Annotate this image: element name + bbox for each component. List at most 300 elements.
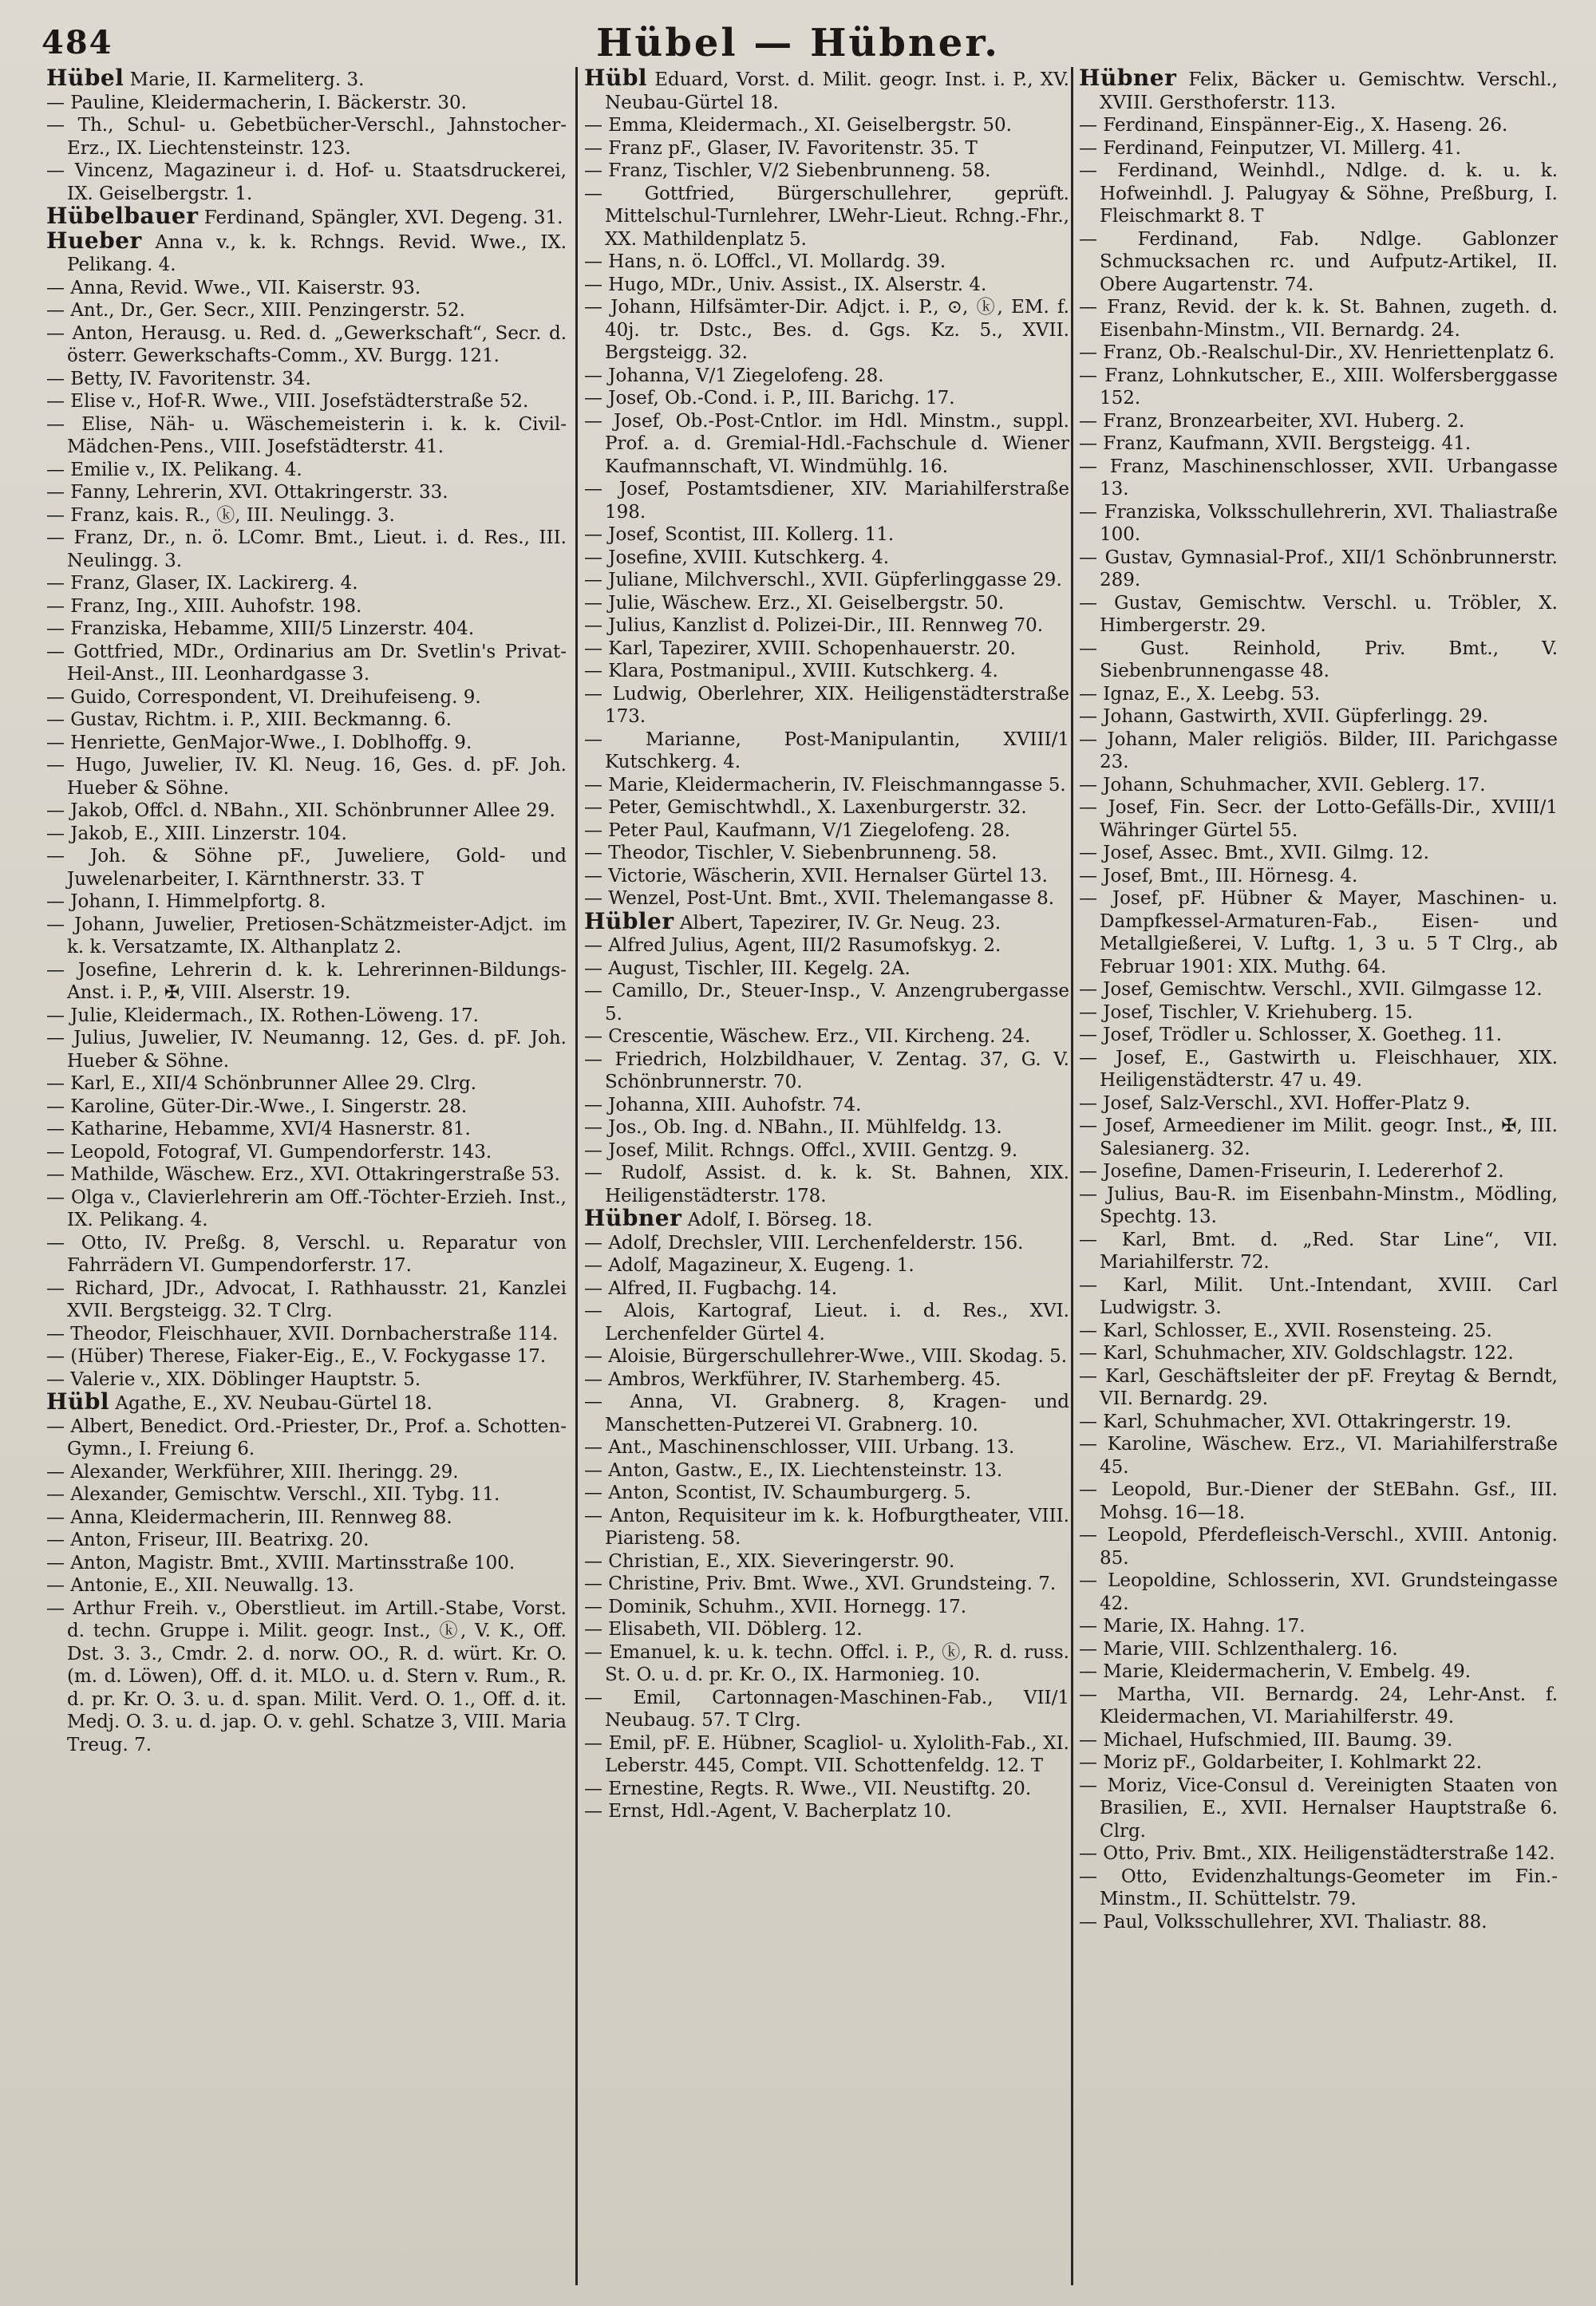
entry-text: — (Hüber) Therese, Fiaker-Eig., E., V. Fockygasse 17. — [46, 1346, 547, 1367]
entry-text: — Christian, E., XIX. Sieveringerstr. 90. — [584, 1550, 955, 1572]
entry-text: — Johanna, V/1 Ziegelofeng. 28. — [584, 365, 884, 386]
entry-text: Felix, Bäcker u. Gemischtw. Verschl., XVIII. Gersthoferstr. 113. — [1100, 69, 1558, 113]
directory-entry — [584, 569, 1069, 592]
entry-text: — Jos., Ob. Ing. d. NBahn., II. Mühlfeldg. 13. — [584, 1117, 1002, 1138]
directory-entry — [584, 796, 1069, 819]
directory-entry — [584, 183, 1069, 251]
directory-entry — [584, 842, 1069, 865]
directory-entry — [584, 296, 1069, 365]
entry-text: — Karl, Milit. Unt.-Intendant, XVIII. Carl Ludwigstr. 3. — [1079, 1274, 1558, 1318]
directory-entry — [1079, 592, 1558, 638]
entry-text: — Gustav, Gemischtw. Verschl. u. Tröbler, X. Himbergerstr. 29. — [1079, 592, 1558, 636]
entry-text: — Josef, Ob.-Cond. i. P., III. Barichg. 17. — [584, 388, 955, 409]
directory-entry — [584, 774, 1069, 797]
entry-surname: Hueber — [46, 227, 142, 254]
entry-surname: Hübler — [584, 907, 674, 934]
entry-text: — Karl, Schuhmacher, XIV. Goldschlagstr. 122. — [1079, 1343, 1514, 1364]
directory-entry — [1079, 67, 1558, 114]
entry-text: — Ant., Dr., Ger. Secr., XIII. Penzingerstr. 52. — [46, 300, 465, 321]
entry-text: — Franz, Bronzearbeiter, XVI. Huberg. 2. — [1079, 410, 1465, 432]
entry-text: — Wenzel, Post-Unt. Bmt., XVII. Thelemangasse 8. — [584, 888, 1055, 909]
column-2 — [584, 67, 1069, 2293]
directory-entry — [1079, 887, 1558, 978]
directory-entry — [46, 277, 567, 300]
entry-text: — Ferdinand, Weinhdl., Ndlge. d. k. u. k. Hofweinhdl. J. Palugyay & Söhne, Preßburg, I. Fleischmarkt 8. T — [1079, 160, 1558, 227]
directory-entry — [584, 1732, 1069, 1778]
entry-text: — Otto, IV. Preßg. 8, Verschl. u. Reparatur von Fahrrädern VI. Gumpendorferstr. 17. — [46, 1232, 567, 1276]
entry-text: — Jakob, Offcl. d. NBahn., XII. Schönbrunner Allee 29. — [46, 800, 555, 821]
directory-entry — [1079, 501, 1558, 547]
entry-text: — Johann, Schuhmacher, XVII. Geblerg. 17. — [1079, 774, 1486, 796]
entry-text: Eduard, Vorst. d. Milit. geogr. Inst. i. P., XV. Neubau-Gürtel 18. — [605, 69, 1069, 113]
entry-text: — Guido, Correspondent, VI. Dreihufeiseng. 9. — [46, 686, 481, 708]
directory-entry — [46, 890, 567, 914]
directory-entry — [1079, 1775, 1558, 1843]
entry-text: — Josef, Trödler u. Schlosser, X. Goetheg. 11. — [1079, 1025, 1503, 1045]
entry-text: — Johann, I. Himmelpfortg. 8. — [46, 891, 326, 912]
entry-text: — August, Tischler, III. Kegelg. 2A. — [584, 958, 911, 979]
directory-entry — [1079, 1479, 1558, 1524]
entry-text: — Josef, Assec. Bmt., XVII. Gilmg. 12. — [1079, 843, 1429, 863]
entry-text: — Anton, Herausg. u. Red. d. „Gewerkschaft“, Secr. d. österr. Gewerkschafts-Comm., XV. Burgg. 121. — [46, 322, 567, 366]
directory-entry — [1079, 1615, 1558, 1638]
entry-text: — Henriette, GenMajor-Wwe., I. Doblhoffg. 9. — [46, 732, 472, 753]
directory-entry — [1079, 842, 1558, 865]
directory-entry — [584, 865, 1069, 888]
entry-text: — Marie, Kleidermacherin, V. Embelg. 49. — [1079, 1661, 1472, 1682]
directory-entry — [584, 1116, 1069, 1139]
entry-text: — Peter, Gemischtwhdl., X. Laxenburgerstr. 32. — [584, 797, 1027, 818]
entry-text: — Franziska, Hebamme, XIII/5 Linzerstr. 404. — [46, 618, 475, 639]
entry-text: — Marie, Kleidermacherin, IV. Fleischmanngasse 5. — [584, 774, 1066, 796]
directory-entry — [46, 481, 567, 504]
directory-entry — [46, 1368, 567, 1392]
directory-entry — [1079, 1047, 1558, 1092]
directory-entry — [46, 1027, 567, 1072]
entry-text: — Gottfried, Bürgerschullehrer, geprüft. Mittelschul-Turnlehrer, LWehr-Lieut. Rchng.-Fhr., XX. Mathildenplatz 5. — [584, 183, 1069, 250]
directory-entry — [1079, 1842, 1558, 1866]
directory-entry — [46, 322, 567, 368]
directory-entry — [46, 1277, 567, 1323]
entry-text: — Arthur Freih. v., Oberstlieut. im Artill.-Stabe, Vorst. d. techn. Gruppe i. Milit. geogr. Inst., ⓚ, V. K., Off. Dst. 3. 3., Cmdr. 2. d. norw. OO., R. d. würt. Kr. O. (m. d. Löwen), Off. d. it. MLO. u. d. Stern v. Rum., R. d. pr. Kr. O. 3. u. d. span. Milit. Verd. O. 1., Off. d. it. Medj. O. 3. u. d. jap. O. v. gehl. Schatze 3, VIII. Maria Treug. 7. — [46, 1597, 567, 1755]
entry-text: — Mathilde, Wäschew. Erz., XVI. Ottakringerstraße 53. — [46, 1164, 560, 1185]
entry-text: — Moriz pF., Goldarbeiter, I. Kohlmarkt 22. — [1079, 1752, 1483, 1773]
entry-text: — Leopold, Fotograf, VI. Gumpendorferstr. 143. — [46, 1141, 492, 1163]
directory-entry — [584, 1482, 1069, 1505]
directory-entry — [584, 907, 1069, 935]
entry-text: — Franz, Lohnkutscher, E., XIII. Wolfersberggasse 152. — [1079, 365, 1558, 409]
entry-text: — Moriz, Vice-Consul d. Vereinigten Staaten von Brasilien, E., XVII. Hernalser Hauptstraße 6. Clrg. — [1079, 1775, 1558, 1842]
directory-entry — [584, 1094, 1069, 1117]
entry-text: Albert, Tapezirer, IV. Gr. Neug. 23. — [674, 912, 1001, 934]
directory-entry — [584, 1505, 1069, 1550]
directory-entry — [584, 819, 1069, 843]
entry-text: — Emma, Kleidermach., XI. Geiselbergstr. 50. — [584, 115, 1012, 136]
entry-text: — Elise v., Hof-R. Wwe., VIII. Josefstädterstraße 52. — [46, 391, 529, 412]
directory-entry — [1079, 1866, 1558, 1911]
entry-text: — Julius, Juwelier, IV. Neumanng. 12, Ges. d. pF. Joh. Hueber & Söhne. — [46, 1028, 567, 1072]
directory-entry — [46, 227, 567, 277]
entry-text: — Julie, Kleidermach., IX. Rothen-Löweng. 17. — [46, 1005, 479, 1026]
entry-text: — Franz, Revid. der k. k. St. Bahnen, zugeth. d. Eisenbahn-Minstm., VII. Bernardg. 24. — [1079, 297, 1558, 341]
entry-text: — Albert, Benedict. Ord.-Priester, Dr., Prof. a. Schotten-Gymn., I. Freiung 6. — [46, 1416, 567, 1459]
entry-text: — Rudolf, Assist. d. k. k. St. Bahnen, XIX. Heiligenstädterstr. 178. — [584, 1163, 1069, 1206]
entry-text: — Gottfried, MDr., Ordinarius am Dr. Svetlin's Privat-Heil-Anst., III. Leonhardgasse 3. — [46, 641, 567, 685]
entry-text: — Joh. & Söhne pF., Juweliere, Gold- und Juwelenarbeiter, I. Kärnthnerstr. 33. T — [46, 846, 567, 890]
entry-text: — Karoline, Güter-Dir.-Wwe., I. Singerstr. 28. — [46, 1096, 468, 1117]
entry-text: — Franz, Maschinenschlosser, XVII. Urbangasse 13. — [1079, 456, 1558, 500]
entry-text: — Julius, Kanzlist d. Polizei-Dir., III. Rennweg 70. — [584, 615, 1044, 636]
directory-entry — [46, 572, 567, 595]
entry-text: — Josef, Postamtsdiener, XIV. Mariahilferstraße 198. — [584, 479, 1069, 523]
entry-text: — Franz, Ing., XIII. Auhofstr. 198. — [46, 595, 362, 617]
entry-text: — Christine, Priv. Bmt. Wwe., XVI. Grundsteing. 7. — [584, 1574, 1057, 1594]
directory-entry — [584, 683, 1069, 729]
entry-text: — Pauline, Kleidermacherin, I. Bäckerstr. 30. — [46, 92, 467, 113]
entry-text: — Leopold, Pferdefleisch-Verschl., XVIII. Antonig. 85. — [1079, 1525, 1558, 1569]
directory-entry — [46, 914, 567, 959]
directory-entry — [46, 1506, 567, 1530]
entry-text: — Julie, Wäschew. Erz., XI. Geiselbergstr. 50. — [584, 592, 1005, 614]
entry-text: — Johann, Hilfsämter-Dir. Adjct. i. P., ⊙, ⓚ, EM. f. 40j. tr. Dstc., Bes. d. Ggs. Kz. 5., XVII. Bergsteigg. 32. — [584, 297, 1069, 363]
directory-entry — [46, 205, 567, 230]
directory-entry — [1079, 296, 1558, 342]
entry-text: — Josef, pF. Hübner & Mayer, Maschinen- u. Dampfkessel-Armaturen-Fab., Eisen- und Metallgießerei, V. Luftg. 1, 3 u. 5 T Clrg., ab Februar 1901: XIX. Muthg. 64. — [1079, 888, 1558, 977]
entry-text: — Anton, Requisiteur im k. k. Hofburgtheater, VIII. Piaristeng. 58. — [584, 1505, 1069, 1549]
directory-entry — [584, 1277, 1069, 1301]
directory-entry — [584, 1139, 1069, 1163]
entry-text: — Antonie, E., XII. Neuwallg. 13. — [46, 1575, 354, 1596]
directory-entry — [1079, 456, 1558, 501]
directory-entry — [46, 1388, 567, 1416]
entry-text: — Johann, Maler religiös. Bilder, III. Parichgasse 23. — [1079, 729, 1558, 772]
entry-text: — Otto, Priv. Bmt., XIX. Heiligenstädterstraße 142. — [1079, 1843, 1555, 1864]
entry-text: — Alfred, II. Fugbachg. 14. — [584, 1277, 838, 1299]
entry-text: — Emil, Cartonnagen-Maschinen-Fab., VII/1 Neubaug. 57. T Clrg. — [584, 1687, 1069, 1731]
entry-text: — Ferdinand, Fab. Ndlge. Gablonzer Schmucksachen rc. und Aufputz-Artikel, II. Obere Augartenstr. 74. — [1079, 228, 1558, 295]
directory-entry — [1079, 1660, 1558, 1684]
entry-text: — Franz, Glaser, IX. Lackirerg. 4. — [46, 573, 358, 594]
entry-text: — Karl, Schuhmacher, XVI. Ottakringerstr. 19. — [1079, 1411, 1512, 1432]
entry-text: — Josef, Fin. Secr. der Lotto-Gefälls-Dir., XVIII/1 Währinger Gürtel 55. — [1079, 797, 1558, 841]
directory-entry — [584, 1162, 1069, 1207]
entry-text: — Ant., Maschinenschlosser, VIII. Urbang. 13. — [584, 1437, 1015, 1458]
directory-entry — [46, 1529, 567, 1552]
entry-text: Agathe, E., XV. Neubau-Gürtel 18. — [109, 1393, 433, 1414]
directory-entry — [46, 1096, 567, 1119]
directory-entry — [1079, 432, 1558, 456]
entry-text: — Anna, Revid. Wwe., VII. Kaiserstr. 93. — [46, 277, 421, 298]
directory-entry — [46, 1118, 567, 1141]
directory-entry — [584, 1368, 1069, 1392]
entry-text: — Anna, Kleidermacherin, III. Rennweg 88. — [46, 1506, 452, 1528]
entry-text: — Anton, Friseur, III. Beatrixg. 20. — [46, 1530, 369, 1550]
entry-text: — Emil, pF. E. Hübner, Scagliol- u. Xylolith-Fab., XI. Leberstr. 445, Compt. VII. Schottenfeldg. 12. T — [584, 1732, 1069, 1776]
directory-entry — [46, 299, 567, 322]
directory-entry — [1079, 1160, 1558, 1183]
column-1 — [46, 67, 567, 2293]
entry-text: — Johann, Gastwirth, XVII. Güpferlingg. 29. — [1079, 706, 1488, 727]
entry-text: — Hugo, MDr., Univ. Assist., IX. Alserstr. 4. — [584, 274, 987, 295]
entry-text: — Josef, Ob.-Post-Cntlor. im Hdl. Minstm., suppl. Prof. a. d. Gremial-Hdl.-Fachschule d. Wiener Kaufmannschaft, VI. Windmühlg. 16. — [584, 410, 1069, 477]
directory-entry — [1079, 978, 1558, 1001]
directory-entry — [1079, 638, 1558, 683]
directory-entry — [46, 1005, 567, 1028]
entry-text: — Ferdinand, Einspänner-Eig., X. Haseng. 26. — [1079, 115, 1508, 136]
directory-entry — [1079, 228, 1558, 297]
entry-text: — Hugo, Juwelier, IV. Kl. Neug. 16, Ges. d. pF. Joh. Hueber & Söhne. — [46, 755, 567, 799]
directory-entry — [1079, 1229, 1558, 1274]
directory-entry — [584, 251, 1069, 274]
directory-entry — [1079, 114, 1558, 137]
directory-entry — [584, 1048, 1069, 1094]
entry-text: Anna v., k. k. Rchngs. Revid. Wwe., IX. Pelikang. 4. — [67, 231, 567, 275]
entry-text: Ferdinand, Spängler, XVI. Degeng. 31. — [198, 207, 563, 228]
directory-entry — [1079, 1320, 1558, 1343]
directory-entry — [46, 1345, 567, 1368]
directory-entry — [584, 980, 1069, 1025]
entry-text: — Hans, n. ö. LOffcl., VI. Mollardg. 39. — [584, 251, 946, 272]
entry-text: — Josef, Salz-Verschl., XVI. Hoffer-Platz 9. — [1079, 1092, 1471, 1114]
directory-entry — [1079, 1342, 1558, 1365]
directory-entry — [584, 1254, 1069, 1277]
entry-text: — Gustav, Gymnasial-Prof., XII/1 Schönbrunnerstr. 289. — [1079, 547, 1558, 590]
directory-entry — [584, 1641, 1069, 1687]
directory-entry — [1079, 1729, 1558, 1752]
directory-entry — [46, 1574, 567, 1597]
directory-entry — [46, 504, 567, 527]
directory-entry — [46, 527, 567, 572]
entry-text: — Josefine, Lehrerin d. k. k. Lehrerinnen-Bildungs-Anst. i. P., ✠, VIII. Alserstr. 19. — [46, 959, 567, 1003]
entry-text: — Emanuel, k. u. k. techn. Offcl. i. P., ⓚ, R. d. russ. St. O. u. d. pr. Kr. O., IX. Harmonieg. 10. — [584, 1641, 1069, 1685]
directory-entry — [584, 592, 1069, 615]
directory-entry — [1079, 160, 1558, 228]
directory-entry — [1079, 1638, 1558, 1661]
entry-text: — Josef, Milit. Rchngs. Offcl., XVIII. Gentzg. 9. — [584, 1139, 1018, 1161]
entry-text: — Josef, E., Gastwirth u. Fleischhauer, XIX. Heiligenstädterstr. 47 u. 49. — [1079, 1047, 1558, 1091]
directory-entry — [1079, 865, 1558, 888]
directory-entry — [584, 523, 1069, 547]
directory-entry — [1079, 1183, 1558, 1229]
entry-text: — Anton, Scontist, IV. Schaumburgerg. 5. — [584, 1483, 972, 1503]
entry-text: — Marie, IX. Hahng. 17. — [1079, 1616, 1306, 1637]
directory-entry — [46, 709, 567, 732]
directory-entry — [1079, 1274, 1558, 1320]
directory-entry — [46, 413, 567, 459]
entry-text: — Martha, VII. Bernardg. 24, Lehr-Anst. f. Kleidermachen, VI. Mariahilferstr. 49. — [1079, 1684, 1558, 1728]
entry-text: — Peter Paul, Kaufmann, V/1 Ziegelofeng. 28. — [584, 819, 1011, 841]
directory-entry — [46, 1163, 567, 1187]
directory-entry — [584, 67, 1069, 114]
entry-text: — Adolf, Drechsler, VIII. Lerchenfelderstr. 156. — [584, 1232, 1024, 1254]
entry-text: Adolf, I. Börseg. 18. — [681, 1210, 873, 1230]
entry-text: — Paul, Volksschullehrer, XVI. Thaliastr. 88. — [1079, 1911, 1487, 1933]
entry-text: — Katharine, Hebamme, XVI/4 Hasnerstr. 81. — [46, 1119, 471, 1139]
directory-entry — [46, 1141, 567, 1164]
directory-entry — [1079, 1684, 1558, 1729]
directory-entry — [46, 390, 567, 413]
directory-entry — [46, 732, 567, 755]
entry-text: — Adolf, Magazineur, X. Eugeng. 1. — [584, 1255, 915, 1276]
directory-entry — [584, 410, 1069, 479]
page-number: 484 — [41, 24, 113, 61]
directory-entry — [46, 114, 567, 160]
entry-text: — Julius, Bau-R. im Eisenbahn-Minstm., Mödling, Spechtg. 13. — [1079, 1183, 1558, 1227]
directory-entry — [46, 1232, 567, 1277]
entry-text: — Anton, Gastw., E., IX. Liechtensteinstr. 13. — [584, 1459, 1003, 1481]
directory-entry — [1079, 365, 1558, 410]
entry-text: — Alexander, Werkführer, XIII. Iheringg. 29. — [46, 1461, 459, 1483]
directory-entry — [584, 934, 1069, 958]
entry-text: — Anna, VI. Grabnerg. 8, Kragen- und Manschetten-Putzerei VI. Grabnerg. 10. — [584, 1392, 1069, 1435]
directory-entry — [584, 1459, 1069, 1483]
directory-entry — [584, 1687, 1069, 1732]
directory-entry — [1079, 137, 1558, 160]
entry-surname: Hübner — [584, 1205, 682, 1231]
entry-text: — Marie, VIII. Schlzenthalerg. 16. — [1079, 1638, 1398, 1660]
directory-entry — [1079, 774, 1558, 797]
directory-entry — [584, 387, 1069, 410]
entry-text: — Franz, kais. R., ⓚ, III. Neulingg. 3. — [46, 504, 395, 526]
entry-surname: Hübl — [584, 67, 648, 91]
entry-text: — Ernestine, Regts. R. Wwe., VII. Neustiftg. 20. — [584, 1778, 1032, 1799]
entry-text: — Josefine, Damen-Friseurin, I. Ledererhof 2. — [1079, 1161, 1504, 1182]
directory-entry — [584, 1618, 1069, 1641]
directory-entry — [46, 67, 567, 92]
directory-entry — [46, 686, 567, 709]
entry-text: — Johanna, XIII. Auhofstr. 74. — [584, 1094, 862, 1115]
entry-text: — Ignaz, E., X. Leebg. 53. — [1079, 683, 1321, 705]
directory-entry — [46, 1416, 567, 1461]
entry-surname: Hübner — [1079, 67, 1177, 91]
entry-text: — Karl, E., XII/4 Schönbrunner Allee 29. Clrg. — [46, 1073, 477, 1094]
entry-text: — Josef, Gemischtw. Verschl., XVII. Gilmgasse 12. — [1079, 979, 1543, 1000]
directory-entry — [46, 1323, 567, 1346]
entry-text: — Karl, Bmt. d. „Red. Star Line“, VII. Mariahilferstr. 72. — [1079, 1229, 1558, 1273]
directory-entry — [1079, 1365, 1558, 1411]
directory-entry — [46, 1483, 567, 1506]
entry-text: — Franz, Dr., n. ö. LComr. Bmt., Lieut. i. d. Res., III. Neulingg. 3. — [46, 527, 567, 571]
entry-text: — Alois, Kartograf, Lieut. i. d. Res., XVI. Lerchenfelder Gürtel 4. — [584, 1301, 1069, 1345]
column-divider — [1071, 67, 1073, 2285]
directory-entry — [1079, 1570, 1558, 1615]
directory-entry — [584, 365, 1069, 388]
directory-entry — [584, 1025, 1069, 1048]
entry-text: — Elise, Näh- u. Wäschemeisterin i. k. k. Civil-Mädchen-Pens., VIII. Josefstädterstr. 41. — [46, 413, 567, 457]
entry-text: — Otto, Evidenzhaltungs-Geometer im Fin.-Minstm., II. Schüttelstr. 79. — [1079, 1866, 1558, 1909]
directory-entry — [46, 1187, 567, 1232]
entry-text: — Franz, Ob.-Realschul-Dir., XV. Henriettenplatz 6. — [1079, 342, 1555, 363]
directory-entry — [46, 618, 567, 641]
directory-entry — [46, 1461, 567, 1484]
directory-entry — [1079, 1001, 1558, 1025]
directory-entry — [46, 368, 567, 391]
directory-entry — [584, 1778, 1069, 1801]
entry-text: — Emilie v., IX. Pelikang. 4. — [46, 459, 302, 480]
entry-text: — Anton, Magistr. Bmt., XVIII. Martinsstraße 100. — [46, 1552, 516, 1574]
directory-entry — [584, 887, 1069, 910]
entry-text: — Elisabeth, VII. Döblerg. 12. — [584, 1619, 863, 1640]
entry-text: — Dominik, Schuhm., XVII. Hornegg. 17. — [584, 1596, 967, 1617]
directory-entry — [584, 137, 1069, 160]
directory-entry — [1079, 1751, 1558, 1775]
entry-text: — Josef, Armeediener im Milit. geogr. Inst., ✠, III. Salesianerg. 32. — [1079, 1115, 1558, 1159]
directory-entry — [46, 1597, 567, 1757]
directory-entry — [584, 160, 1069, 183]
directory-entry — [584, 1436, 1069, 1459]
entry-text: — Franziska, Volksschullehrerin, XVI. Thaliastraße 100. — [1079, 501, 1558, 545]
entry-text: — Karl, Geschäftsleiter der pF. Freytag & Berndt, VII. Bernardg. 29. — [1079, 1365, 1558, 1409]
directory-entry — [46, 754, 567, 800]
directory-entry — [46, 459, 567, 482]
directory-entry — [584, 114, 1069, 137]
directory-entry — [46, 1552, 567, 1575]
entry-surname: Hübelbauer — [46, 203, 199, 229]
directory-entry — [1079, 410, 1558, 433]
entry-text: — Marianne, Post-Manipulantin, XVIII/1 Kutschkerg. 4. — [584, 729, 1069, 772]
entry-text: — Franz, Kaufmann, XVII. Bergsteigg. 41. — [1079, 433, 1472, 454]
entry-text: — Michael, Hufschmied, III. Baumg. 39. — [1079, 1729, 1453, 1751]
directory-entry — [584, 958, 1069, 981]
entry-text: — Leopoldine, Schlosserin, XVI. Grundsteingasse 42. — [1079, 1570, 1558, 1614]
directory-entry — [46, 160, 567, 205]
directory-entry — [584, 660, 1069, 683]
directory-entry — [1079, 1024, 1558, 1047]
entry-text: — Klara, Postmanipul., XVIII. Kutschkerg. 4. — [584, 661, 998, 681]
entry-text: — Josef, Bmt., III. Hörnesg. 4. — [1079, 865, 1358, 886]
entry-text: — Leopold, Bur.-Diener der StEBahn. Gsf., III. Mohsg. 16—18. — [1079, 1479, 1558, 1523]
entry-text: — Richard, JDr., Advocat, I. Rathhausstr. 21, Kanzlei XVII. Bergsteigg. 32. T Clrg. — [46, 1277, 567, 1321]
directory-entry — [1079, 1433, 1558, 1479]
directory-entry — [584, 1232, 1069, 1255]
directory-entry — [46, 800, 567, 823]
entry-surname: Hübel — [46, 67, 124, 91]
directory-entry — [584, 478, 1069, 523]
page-header: Hübel — Hübner. — [596, 21, 1000, 65]
entry-text: — Franz pF., Glaser, IV. Favoritenstr. 35. T — [584, 137, 978, 159]
entry-text: — Vincenz, Magazineur i. d. Hof- u. Staatsdruckerei, IX. Geiselbergstr. 1. — [46, 160, 567, 204]
entry-surname: Hübl — [46, 1388, 110, 1415]
entry-text: — Alexander, Gemischtw. Verschl., XII. Tybg. 11. — [46, 1484, 500, 1505]
entry-text: — Karl, Tapezirer, XVIII. Schopenhauerstr. 20. — [584, 638, 1016, 659]
directory-entry — [46, 823, 567, 846]
directory-entry — [1079, 683, 1558, 706]
entry-text: — Theodor, Fleischhauer, XVII. Dornbacherstraße 114. — [46, 1323, 559, 1345]
directory-entry — [1079, 1911, 1558, 1934]
directory-entry — [584, 1550, 1069, 1574]
entry-text: — Johann, Juwelier, Pretiosen-Schätzmeister-Adjct. im k. k. Versatzamte, IX. Althanplatz 2. — [46, 914, 567, 958]
directory-entry — [584, 1391, 1069, 1436]
entry-text: Marie, II. Karmeliterg. 3. — [124, 69, 365, 90]
column-3 — [1079, 67, 1558, 2293]
entry-text: — Karl, Schlosser, E., XVII. Rosensteing. 25. — [1079, 1320, 1492, 1341]
directory-entry — [46, 1072, 567, 1096]
directory-entry — [584, 614, 1069, 638]
entry-text: — Josef, Tischler, V. Kriehuberg. 15. — [1079, 1001, 1413, 1023]
entry-text: — Ernst, Hdl.-Agent, V. Bacherplatz 10. — [584, 1801, 952, 1822]
directory-entry — [46, 959, 567, 1005]
entry-text: — Friedrich, Holzbildhauer, V. Zentag. 37, G. V. Schönbrunnerstr. 70. — [584, 1048, 1069, 1092]
entry-text: — Gustav, Richtm. i. P., XIII. Beckmanng. 6. — [46, 709, 452, 730]
entry-text: — Camillo, Dr., Steuer-Insp., V. Anzengrubergasse 5. — [584, 981, 1069, 1025]
entry-text: — Theodor, Tischler, V. Siebenbrunneng. 58. — [584, 843, 998, 863]
entry-text: — Franz, Tischler, V/2 Siebenbrunneng. 58. — [584, 160, 991, 181]
directory-entry — [584, 1345, 1069, 1368]
entry-text: — Ludwig, Oberlehrer, XIX. Heiligenstädterstraße 173. — [584, 683, 1069, 727]
directory-entry — [1079, 1115, 1558, 1160]
entry-text: — Th., Schul- u. Gebetbücher-Verschl., Jahnstocher-Erz., IX. Liechtensteinstr. 123. — [46, 115, 567, 159]
entry-text: — Aloisie, Bürgerschullehrer-Wwe., VIII. Skodag. 5. — [584, 1346, 1068, 1367]
